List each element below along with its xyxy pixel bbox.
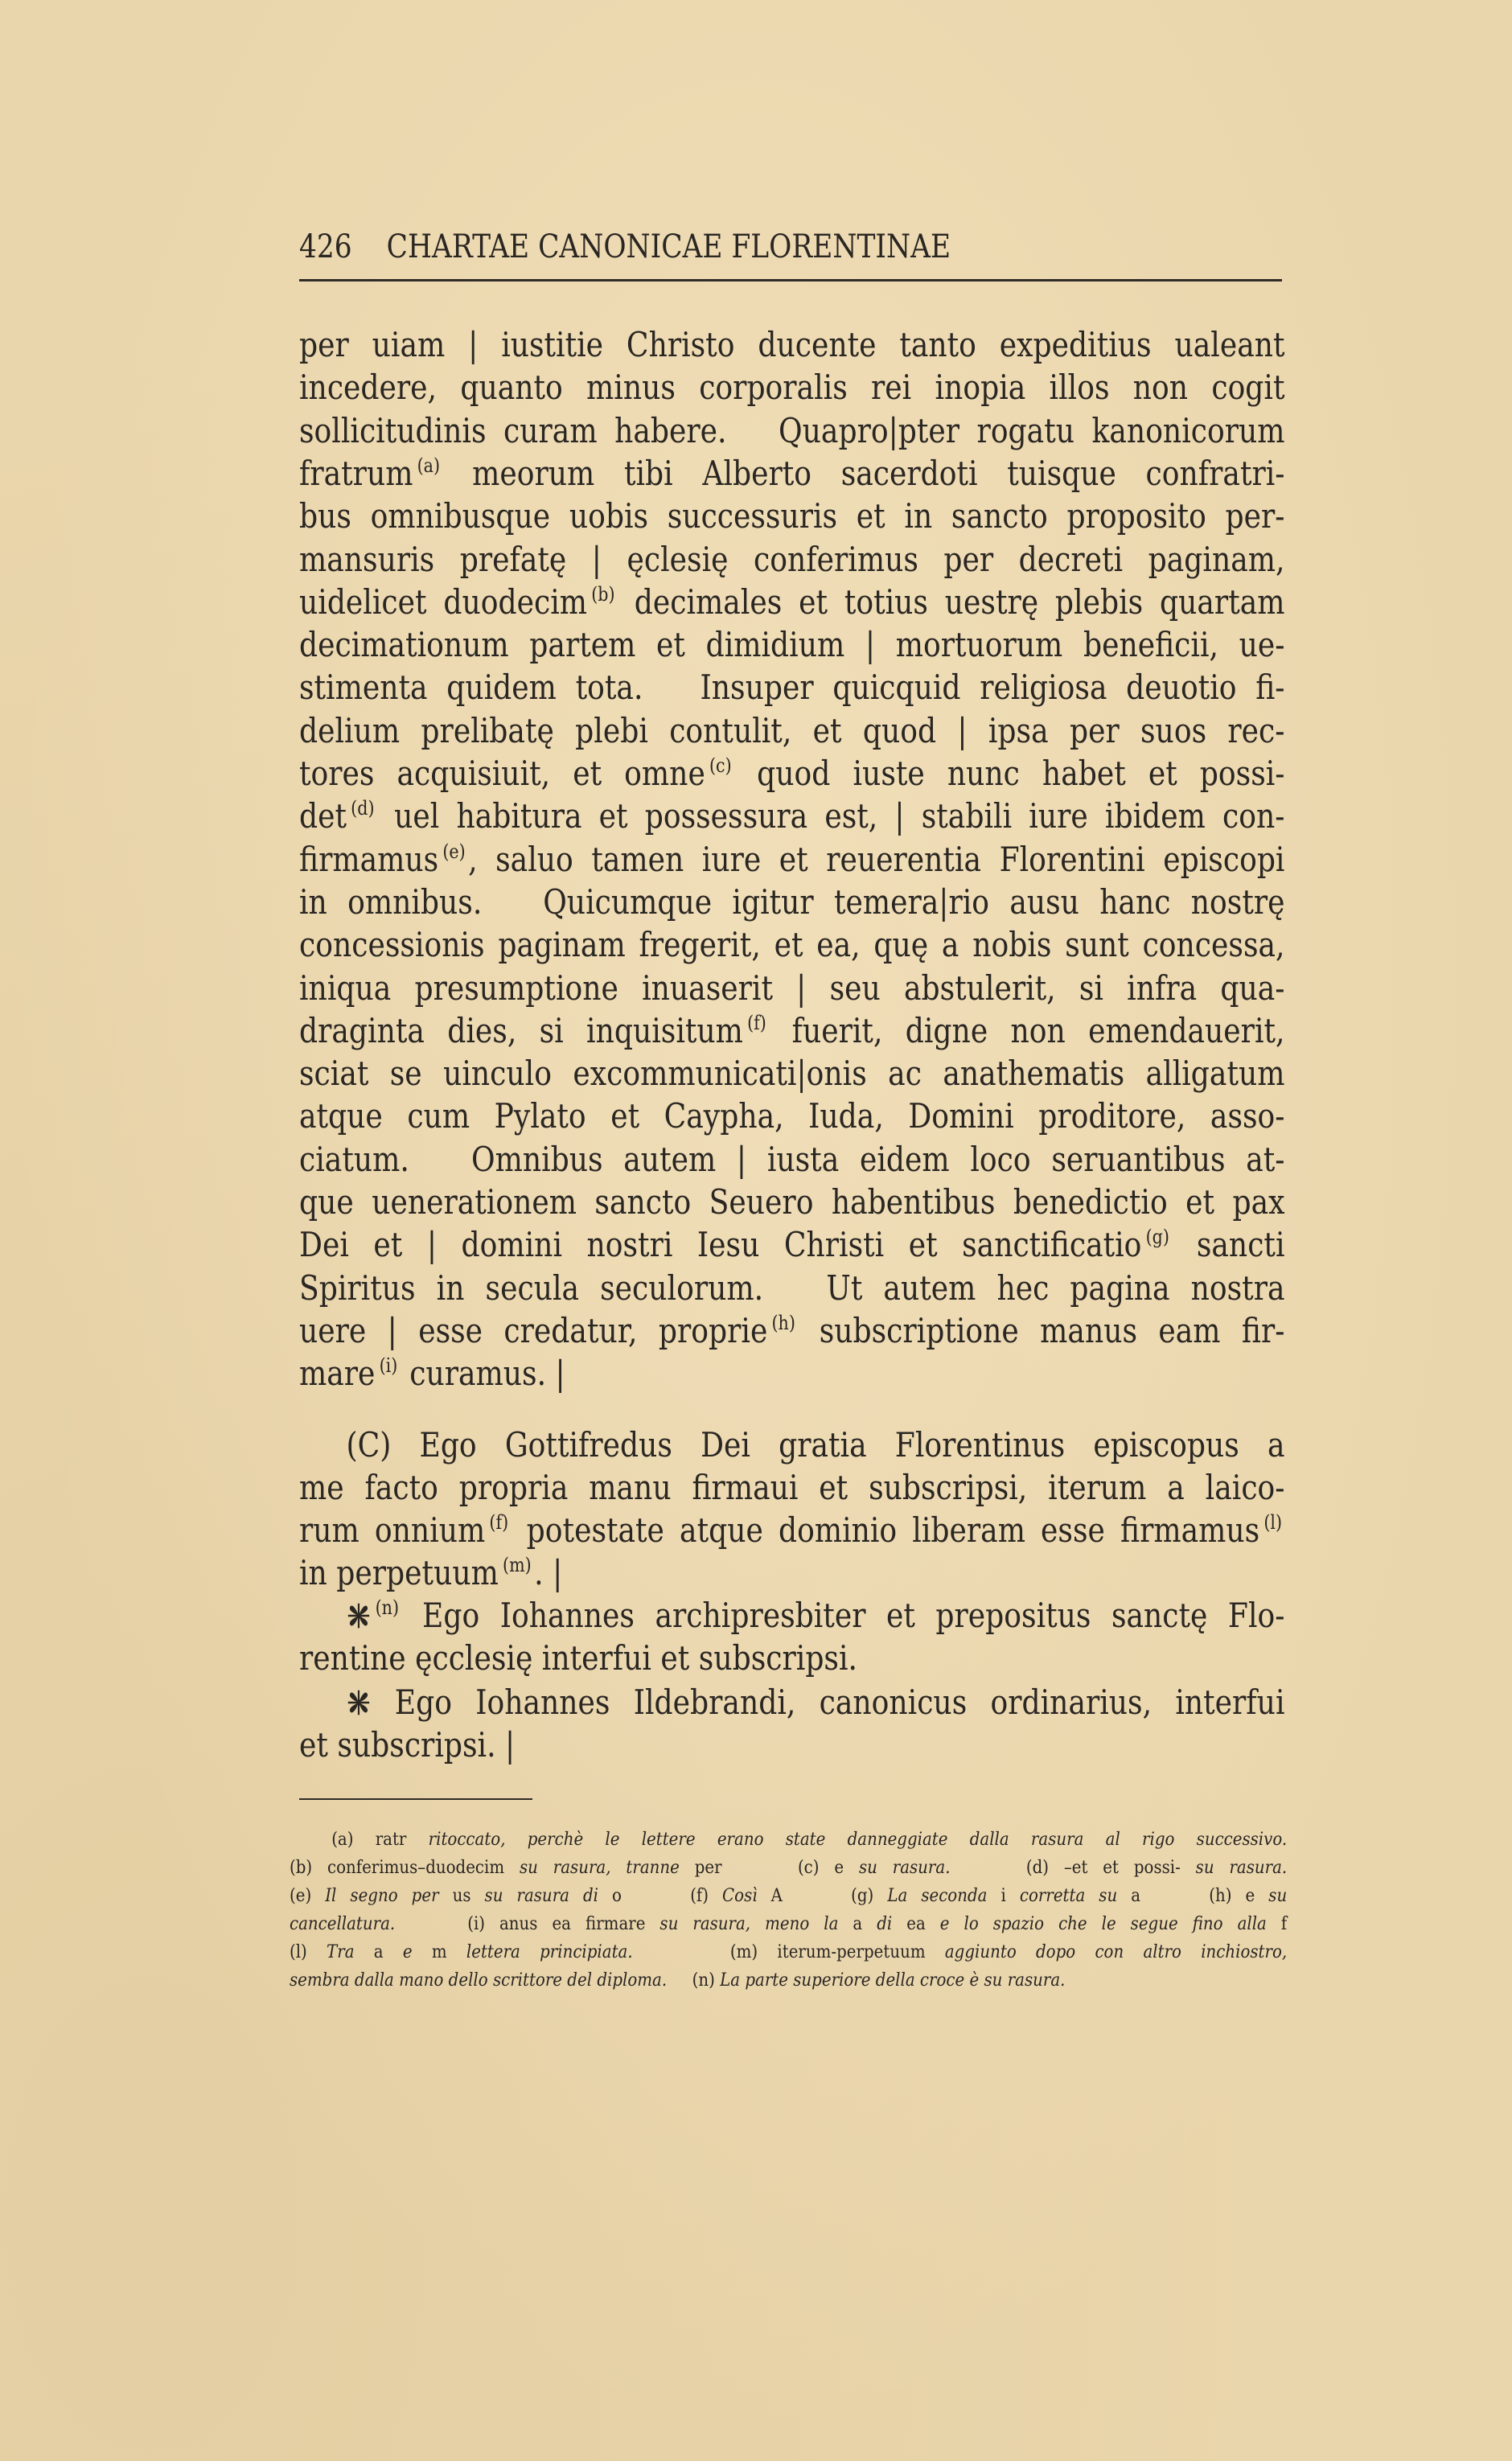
text-line bbox=[299, 581, 1284, 623]
text-run: concessionis paginam fregerit, et ea, quę a nobis sunt concessa, bbox=[299, 925, 1285, 965]
text-run: stimenta quidem tota. Insuper quicquid religiosa deuotio fi- bbox=[299, 668, 1285, 708]
italic-run: Il segno per bbox=[325, 1886, 439, 1906]
footnote-line bbox=[290, 1966, 1287, 1995]
subscription-line bbox=[299, 1681, 1284, 1724]
text-run: quod iuste nunc habet et possi- bbox=[734, 754, 1285, 793]
text-line bbox=[299, 881, 1284, 923]
text-run: fratrum bbox=[299, 453, 413, 493]
text-line bbox=[299, 452, 1284, 495]
italic-run: su rasura, meno la bbox=[659, 1914, 839, 1934]
text-run: rio ausu hanc nostrę bbox=[948, 881, 1285, 922]
text-run: det bbox=[299, 796, 347, 836]
text-run: delium prelibatę plebi contulit, et quod bbox=[299, 710, 958, 750]
line-break-marker: | bbox=[796, 968, 807, 1008]
italic-run: su rasura di bbox=[484, 1886, 599, 1906]
line-break-marker: | bbox=[888, 410, 898, 450]
italic-run: e lo spazio che le segue fino alla bbox=[939, 1914, 1267, 1934]
line-break-marker: | bbox=[387, 1310, 397, 1350]
text-line bbox=[299, 409, 1284, 452]
line-break-marker: | bbox=[591, 539, 602, 579]
text-line bbox=[299, 1267, 1284, 1309]
text-run: meorum tibi Alberto sacerdoti tuisque confratri- bbox=[442, 453, 1285, 493]
text-run: potestate atque dominio liberam esse firmamus bbox=[511, 1510, 1260, 1550]
text-run: . bbox=[534, 1553, 553, 1592]
subscription-line bbox=[299, 1637, 1284, 1679]
footnote-line bbox=[290, 1938, 1287, 1966]
italic-run: di bbox=[877, 1914, 893, 1934]
subscription-line bbox=[299, 1551, 1284, 1594]
text-line bbox=[299, 1009, 1284, 1052]
text-line bbox=[299, 752, 1284, 795]
text-run: et subscripsi. bbox=[299, 1725, 506, 1765]
text-run: rum onnium bbox=[299, 1510, 486, 1550]
italic-run: corretta su bbox=[1019, 1886, 1118, 1906]
italic-run: su bbox=[1268, 1886, 1288, 1906]
text-run: (e) bbox=[290, 1886, 326, 1906]
text-run: draginta dies, si inquisitum bbox=[299, 1010, 743, 1050]
text-run: firmamus bbox=[299, 839, 439, 879]
text-run: esse credatur, proprie bbox=[396, 1310, 768, 1350]
footnote-marker: (h) bbox=[771, 1311, 795, 1334]
line-break-marker: | bbox=[736, 1139, 747, 1179]
text-run: ciatum. Omnibus autem bbox=[299, 1139, 737, 1179]
text-run: (l) bbox=[290, 1942, 327, 1962]
text-run: sancti bbox=[1172, 1225, 1285, 1265]
italic-run: Così bbox=[722, 1886, 758, 1906]
text-run: uere bbox=[299, 1310, 388, 1350]
text-run: Ego Iohannes archipresbiter et prepositus sanctę Flo- bbox=[401, 1596, 1285, 1635]
text-run: Spiritus in secula seculorum. Ut autem hec pagina nostra bbox=[299, 1267, 1285, 1308]
text-run: onis ac anathematis alligatum bbox=[806, 1054, 1285, 1094]
line-break-marker: | bbox=[939, 881, 949, 922]
text-run: subscriptione manus eam fir- bbox=[798, 1310, 1285, 1350]
text-run: (i) anus ea firmare bbox=[395, 1914, 660, 1934]
footnote-marker: (g) bbox=[1145, 1226, 1169, 1249]
text-run: bus omnibusque uobis successuris et in sancto proposito per- bbox=[299, 496, 1285, 536]
line-break-marker: | bbox=[426, 1225, 437, 1265]
text-run: (n) bbox=[667, 1970, 721, 1991]
footnote-marker: (a) bbox=[417, 454, 441, 477]
footnote-marker: (d) bbox=[351, 797, 375, 820]
text-run: incedere, quanto minus corporalis rei inopia illos non cogit bbox=[299, 368, 1285, 408]
text-run: sollicitudinis curam habere. Quapro bbox=[299, 410, 889, 450]
text-run: Ego Iohannes Ildebrandi, canonicus ordinarius, interfui bbox=[371, 1682, 1285, 1722]
line-break-marker: | bbox=[865, 625, 876, 665]
text-run: tores acquisiuit, et omne bbox=[299, 754, 705, 793]
text-run: ipsa per suos rec- bbox=[967, 710, 1285, 750]
text-line bbox=[299, 795, 1284, 837]
text-run: in omnibus. Quicumque igitur temera bbox=[299, 881, 939, 922]
text-run: uel habitura et possessura est, bbox=[376, 796, 895, 836]
text-line bbox=[299, 323, 1284, 366]
text-run: sciat se uinculo excommunicati bbox=[299, 1054, 797, 1094]
text-run: me facto propria manu firmaui et subscripsi, iterum a laico- bbox=[299, 1468, 1285, 1507]
footnote-rule bbox=[299, 1798, 532, 1800]
subscription-line bbox=[299, 1724, 1284, 1766]
text-run: i bbox=[987, 1886, 1020, 1906]
text-run: que uenerationem sancto Seuero habentibus benedictio et pax bbox=[299, 1182, 1285, 1222]
text-line bbox=[299, 923, 1284, 966]
text-line bbox=[299, 538, 1284, 581]
text-run: pter rogatu kanonicorum bbox=[898, 410, 1285, 450]
text-run: (m) iterum-perpetuum bbox=[632, 1942, 945, 1962]
text-run: iustitie Christo ducente tanto expeditius ualeant bbox=[478, 325, 1285, 364]
footnote-marker: (m) bbox=[503, 1554, 532, 1576]
text-run: in perpetuum bbox=[299, 1553, 499, 1592]
subscription-line bbox=[299, 1594, 1284, 1637]
italic-run: La parte superiore della croce è su rasura. bbox=[720, 1970, 1066, 1991]
running-title: CHARTAE CANONICAE FLORENTINAE bbox=[386, 228, 951, 265]
text-run: iniqua presumptione inuaserit bbox=[299, 968, 797, 1008]
text-line bbox=[299, 666, 1284, 709]
line-break-marker: | bbox=[894, 796, 905, 836]
text-line bbox=[299, 709, 1284, 752]
footnote-line bbox=[290, 1910, 1287, 1938]
text-run: mare bbox=[299, 1354, 376, 1394]
text-run: a bbox=[354, 1942, 403, 1962]
text-run: iusta eidem loco seruantibus at- bbox=[746, 1139, 1285, 1179]
text-run: domini nostri Iesu Christi et sanctificatio bbox=[436, 1225, 1142, 1265]
text-run: mansuris prefatę bbox=[299, 539, 592, 579]
footnote-marker: (e) bbox=[442, 840, 466, 863]
text-run: A (g) bbox=[757, 1886, 888, 1906]
italic-run: La seconda bbox=[887, 1886, 988, 1906]
line-break-marker: | bbox=[957, 710, 968, 750]
footnote-marker: (f) bbox=[747, 1011, 766, 1034]
text-run: decimales et totius uestrę plebis quartam bbox=[617, 581, 1285, 622]
text-run: a bbox=[838, 1914, 877, 1934]
text-run: curamus. bbox=[400, 1354, 556, 1394]
text-run: ea bbox=[892, 1914, 940, 1934]
line-break-marker: | bbox=[553, 1553, 563, 1592]
text-run: seu abstulerit, si infra qua- bbox=[806, 968, 1285, 1008]
footnote-marker: (c) bbox=[709, 754, 732, 777]
italic-run: su rasura. bbox=[858, 1858, 951, 1878]
subscription-line bbox=[299, 1509, 1284, 1551]
line-break-marker: | bbox=[796, 1054, 807, 1094]
footnote-marker: (f) bbox=[489, 1511, 509, 1534]
italic-run: su rasura, tranne bbox=[520, 1858, 680, 1878]
italic-run: lettera principiata. bbox=[466, 1942, 633, 1962]
text-run: (d) –et et possi- bbox=[950, 1858, 1196, 1878]
italic-run: ritoccato, perchè le lettere erano state danneggiate dalla rasura al rigo successivo. bbox=[428, 1830, 1288, 1850]
footnote-marker: (i) bbox=[379, 1354, 398, 1378]
text-run: atque cum Pylato et Caypha, Iuda, Domini proditore, asso- bbox=[299, 1096, 1285, 1136]
text-line bbox=[299, 623, 1284, 666]
text-run: , saluo tamen iure et reuerentia Florentini episcopi bbox=[468, 839, 1285, 879]
footnote-marker: (n) bbox=[375, 1596, 400, 1619]
text-line bbox=[299, 838, 1284, 881]
text-run: Dei et bbox=[299, 1225, 427, 1265]
footnote-line bbox=[290, 1854, 1287, 1882]
subscription-line bbox=[299, 1424, 1284, 1466]
text-line bbox=[299, 1052, 1284, 1095]
header-rule bbox=[299, 279, 1282, 281]
text-line bbox=[299, 366, 1284, 409]
text-run: o (f) bbox=[598, 1886, 723, 1906]
footnote-marker: (l) bbox=[1263, 1511, 1283, 1534]
line-break-marker: | bbox=[505, 1725, 516, 1765]
line-break-marker: | bbox=[555, 1354, 565, 1394]
text-run: us bbox=[438, 1886, 485, 1906]
text-line bbox=[299, 495, 1284, 537]
text-line bbox=[299, 1352, 1284, 1395]
text-run: uidelicet duodecim bbox=[299, 581, 588, 622]
text-run: a (h) e bbox=[1117, 1886, 1269, 1906]
text-run: f bbox=[1266, 1914, 1288, 1934]
italic-run: sembra dalla mano dello scrittore del diploma. bbox=[290, 1970, 668, 1991]
text-run: stabili iure ibidem con- bbox=[904, 796, 1285, 836]
line-break-marker: | bbox=[468, 325, 479, 364]
text-run: mortuorum beneficii, ue- bbox=[875, 625, 1285, 665]
text-run: ęclesię conferimus per decreti paginam, bbox=[601, 539, 1285, 579]
text-run: (b) conferimus–duodecim bbox=[290, 1858, 520, 1878]
text-run: (a) ratr bbox=[331, 1830, 429, 1850]
text-run: rentine ęcclesię interfui et subscripsi. bbox=[299, 1638, 858, 1678]
subscription-line bbox=[299, 1466, 1284, 1509]
text-run: decimationum partem et dimidium bbox=[299, 625, 865, 665]
text-line bbox=[299, 1138, 1284, 1181]
footnote-line bbox=[290, 1826, 1287, 1854]
italic-run: e bbox=[402, 1942, 413, 1962]
cross-icon bbox=[346, 1684, 371, 1713]
text-line bbox=[299, 1309, 1284, 1352]
text-line bbox=[299, 1095, 1284, 1137]
text-line bbox=[299, 967, 1284, 1009]
running-head bbox=[299, 228, 1147, 265]
page-number: 426 bbox=[299, 228, 352, 265]
italic-run: su rasura. bbox=[1195, 1858, 1288, 1878]
footnote-marker: (b) bbox=[591, 582, 615, 606]
italic-run: Tra bbox=[327, 1942, 355, 1962]
text-run: (C) Ego Gottifredus Dei gratia Florentinus episcopus a bbox=[346, 1425, 1285, 1465]
text-line bbox=[299, 1223, 1284, 1266]
text-run: per (c) e bbox=[679, 1858, 859, 1878]
footnote-line bbox=[290, 1882, 1287, 1910]
text-line bbox=[299, 1181, 1284, 1223]
italic-run: aggiunto dopo con altro inchiostro, bbox=[944, 1942, 1288, 1962]
text-run: m bbox=[412, 1942, 466, 1962]
text-run: fuerit, digne non emendauerit, bbox=[769, 1010, 1285, 1050]
italic-run: cancellatura. bbox=[290, 1914, 396, 1934]
cross-icon bbox=[346, 1597, 371, 1626]
text-run: per uiam bbox=[299, 325, 469, 364]
